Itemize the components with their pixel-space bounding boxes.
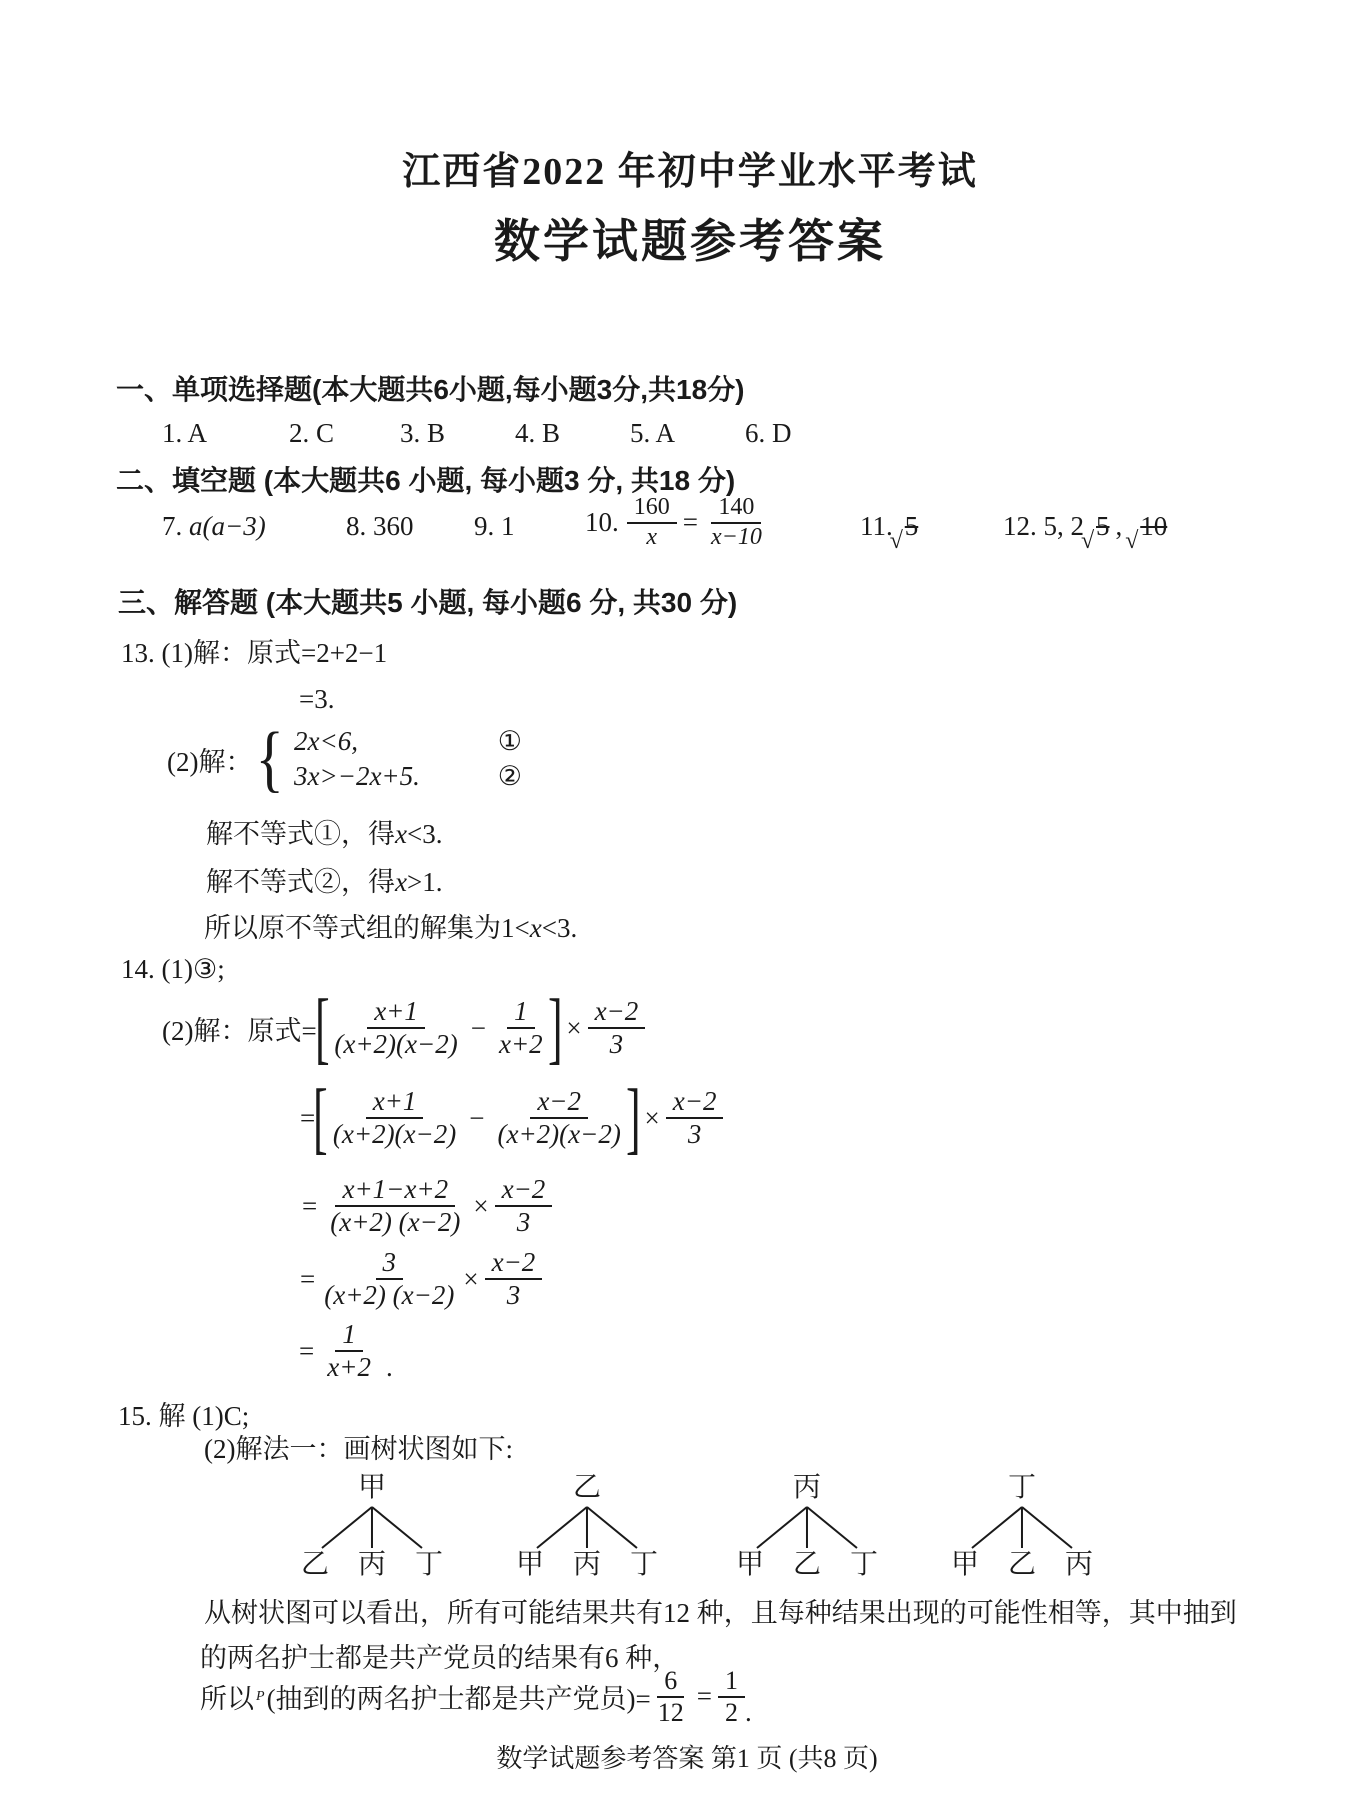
fraction: $\frac{1}{x+2}$	[498, 995, 543, 1059]
q15-conclusion	[200, 1666, 752, 1728]
q15-paragraph-line1: 从树状图可以看出，所有可能结果共有12 种，且每种结果出现的可能性相等，其中抽到	[204, 1598, 1237, 1628]
answer-11-label: 11.	[860, 511, 893, 541]
fraction: $\frac{x-2}{(x+2)(x-2)}$	[497, 1085, 621, 1149]
tree-parent: 乙	[572, 1472, 602, 1503]
fraction: $\frac{6}{12}$	[657, 1666, 684, 1727]
equals-sign: =	[300, 1102, 316, 1133]
tree-child: 乙	[1007, 1548, 1037, 1580]
probability-symbol: P	[256, 1688, 265, 1704]
q13-inequality-2: 3x>−2x+5.	[294, 761, 420, 791]
answer-12-label: 12. 5, 2	[1003, 511, 1084, 541]
tree-diagram-3	[736, 1473, 878, 1581]
times-sign: ×	[473, 1190, 489, 1221]
left-bracket: [	[313, 1074, 328, 1162]
tree-diagram-4	[951, 1473, 1093, 1581]
tree-edges	[307, 1504, 437, 1550]
radical-icon: √	[1125, 528, 1139, 554]
tree-child: 丁	[630, 1548, 659, 1580]
tree-child: 丙	[1065, 1548, 1094, 1580]
tree-child: 甲	[735, 1548, 764, 1580]
blank-answer-9: 9. 1	[474, 511, 515, 541]
q13-part1-line2: =3.	[299, 684, 335, 714]
fraction: $\frac{1}{2}$	[718, 1666, 745, 1728]
q15-paragraph-line2: 的两名护士都是共产党员的结果有6 种，	[200, 1643, 680, 1673]
fraction: $\frac{x+1}{(x+2)(x-2)}$	[332, 1085, 457, 1149]
q14-step-5	[299, 1319, 393, 1383]
fraction: $\frac{x+1-x+2}{(x+2) (x-2)}$	[330, 1174, 461, 1238]
fraction: $\frac{x-2}{3}$	[495, 1174, 553, 1238]
equals-sign: =	[682, 507, 698, 538]
radical-icon: √	[1081, 528, 1095, 554]
blank-answer-8: 8. 360	[346, 511, 414, 541]
q13-inequality-1: 2x<6,	[294, 726, 358, 756]
q15-part1: 15. 解 (1)C;	[118, 1401, 250, 1431]
section-1-heading: 一、单项选择题(本大题共6小题,每小题3分,共18分)	[116, 374, 745, 405]
tree-child: 丙	[357, 1548, 387, 1580]
sqrt-10: √ 10	[1125, 511, 1168, 554]
fraction: $\frac{x-2}{3}$	[666, 1086, 724, 1150]
q13-tag-2: ②	[497, 761, 523, 791]
blank-answer-11	[860, 511, 919, 554]
answer-10-label: 10.	[585, 507, 619, 538]
choice-answer-1: 1. A	[162, 418, 208, 448]
blank-answer-10	[585, 494, 769, 551]
equals-sign: =	[302, 1190, 318, 1221]
right-bracket: ]	[625, 1074, 641, 1162]
blank-answer-7	[162, 511, 266, 542]
page-title-line2: 数学试题参考答案	[494, 216, 886, 267]
choice-answer-4: 4. B	[515, 418, 561, 448]
section-2-heading: 二、填空题 (本大题共6 小题, 每小题3 分, 共18 分)	[116, 465, 736, 496]
period: .	[745, 1696, 752, 1727]
tree-parent: 丁	[1007, 1472, 1037, 1503]
minus-sign: −	[470, 1012, 486, 1043]
q13-tag-1: ①	[497, 726, 523, 756]
minus-sign: −	[469, 1102, 485, 1133]
page-title-line1: 江西省2022 年初中学业水平考试	[402, 151, 978, 193]
fraction: $\frac{x-2}{3}$	[485, 1247, 543, 1311]
section-3-heading: 三、解答题 (本大题共5 小题, 每小题6 分, 共30 分)	[118, 587, 738, 618]
times-sign: ×	[566, 1012, 582, 1043]
answer-7-value: a(a−3)	[189, 511, 266, 541]
q14-step-2	[300, 1074, 723, 1162]
tree-child: 乙	[792, 1548, 822, 1580]
tree-child: 乙	[300, 1548, 329, 1580]
q13-part2-label: (2)解：	[167, 746, 253, 777]
tree-diagram-1	[301, 1473, 443, 1581]
tree-edges	[957, 1504, 1087, 1550]
equals-sign: =	[299, 1335, 315, 1366]
q13-part1-line1: 13. (1)解：原式=2+2−1	[121, 638, 388, 668]
q14-step-3	[302, 1174, 552, 1238]
blank-answer-12	[1003, 511, 1168, 554]
choice-answer-2: 2. C	[289, 418, 335, 448]
tree-child: 丁	[415, 1548, 444, 1580]
q15-concl-pre: 所以	[200, 1684, 254, 1715]
tree-child: 丁	[850, 1548, 879, 1580]
tree-parent: 甲	[357, 1472, 387, 1503]
period: .	[385, 1352, 393, 1383]
answer-10-fraction-right: $\frac{140}{x-10}$	[710, 494, 762, 550]
radical-icon: √	[889, 528, 903, 554]
tree-parent: 丙	[792, 1472, 822, 1503]
q15-part2-label: (2)解法一：画树状图如下:	[204, 1434, 513, 1464]
fraction: $\frac{1}{x+2}$	[327, 1319, 371, 1383]
times-sign: ×	[644, 1102, 660, 1133]
sqrt-5: √ 5	[889, 511, 919, 554]
q13-step-1: 解不等式①，得x<3.	[206, 819, 443, 849]
q14-step-4	[300, 1247, 542, 1311]
answer-10-fraction-left: $\frac{160}{x}$	[627, 494, 677, 551]
tree-edges	[742, 1504, 872, 1550]
tree-edges	[522, 1504, 652, 1550]
answer-7-label: 7.	[162, 511, 183, 541]
q14-part1: 14. (1)③;	[121, 954, 225, 984]
choice-answer-6: 6. D	[745, 418, 792, 448]
tree-child: 丙	[572, 1548, 602, 1580]
tree-child: 甲	[950, 1548, 979, 1580]
fraction: $\frac{x-2}{3}$	[588, 996, 646, 1060]
right-bracket: ]	[547, 984, 563, 1072]
q15-concl-mid: (抽到的两名护士都是共产党员)=	[266, 1684, 651, 1715]
fraction: $\frac{x+1}{(x+2)(x-2)}$	[334, 995, 458, 1059]
q14-part2-label: (2)解：原式=	[162, 1015, 317, 1046]
q14-step-1	[162, 984, 645, 1072]
q13-part2-system	[167, 718, 523, 800]
page-footer: 数学试题参考答案 第1 页 (共8 页)	[496, 1744, 878, 1773]
times-sign: ×	[463, 1263, 479, 1294]
tree-child: 甲	[515, 1548, 544, 1580]
q13-step-2: 解不等式②，得x>1.	[206, 867, 443, 897]
left-bracket: [	[314, 984, 330, 1072]
fraction: $\frac{3}{(x+2) (x-2)}$	[324, 1247, 455, 1311]
tree-diagram-2	[516, 1473, 658, 1581]
equals-sign: =	[696, 1681, 713, 1712]
answer-12-comma: ,	[1115, 511, 1123, 541]
left-brace: {	[256, 718, 285, 800]
choice-answer-3: 3. B	[400, 418, 446, 448]
equals-sign: =	[300, 1263, 316, 1294]
q13-conclusion: 所以原不等式组的解集为1<x<3.	[204, 913, 578, 943]
sqrt-5: √ 5	[1081, 511, 1110, 554]
choice-answer-5: 5. A	[630, 418, 676, 448]
